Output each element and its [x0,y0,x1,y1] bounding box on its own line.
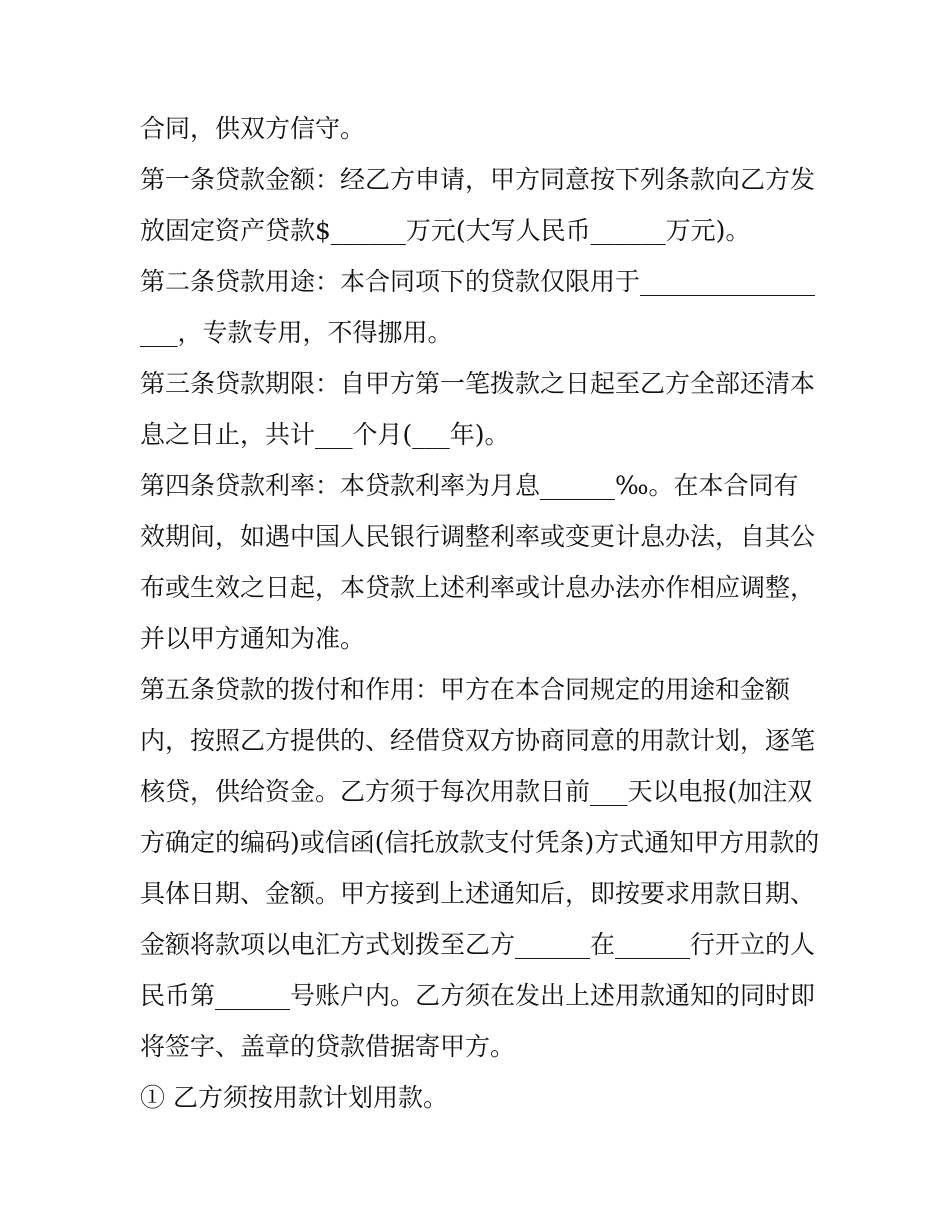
paragraph-item-1: ① 乙方须按用款计划用款。 [140,1083,448,1112]
paragraph-article-3-loan-term: 第三条贷款期限：自甲方第一笔拨款之日起至乙方全部还清本息之日止，共计___个月(___年)。 [140,369,816,449]
document-body [140,103,820,1123]
paragraph-article-4-interest-rate: 第四条贷款利率：本贷款利率为月息______‰。在本合同有效期间，如遇中国人民银行调整利率或变更计息办法，自其公布或生效之日起，本贷款上述利率或计息办法亦作相应调整，并以甲方通知为准。 [140,471,816,653]
paragraph-contract-intro: 合同，供双方信守。 [140,114,366,143]
paragraph-article-1-loan-amount: 第一条贷款金额：经乙方申请，甲方同意按下列条款向乙方发放固定资产贷款$______万元(大写人民币______万元)。 [140,165,816,245]
paragraph-article-2-loan-purpose: 第二条贷款用途：本合同项下的贷款仅限用于_________________，专款专用，不得挪用。 [140,267,816,347]
paragraph-article-5-disbursement: 第五条贷款的拨付和作用：甲方在本合同规定的用途和金额内，按照乙方提供的、经借贷双方协商同意的用款计划，逐笔核贷，供给资金。乙方须于每次用款日前___天以电报(加注双方确定的编码)或信函(信托放款支付凭条)方式通知甲方用款的具体日期、金额。甲方接到上述通知后，即按要求用款日期、金额将款项以电汇方式划拨至乙方______在______行开立的人民币第______号账户内。乙方须在发出上述用款通知的同时即将签字、盖章的贷款借据寄甲方。 [140,675,820,1061]
